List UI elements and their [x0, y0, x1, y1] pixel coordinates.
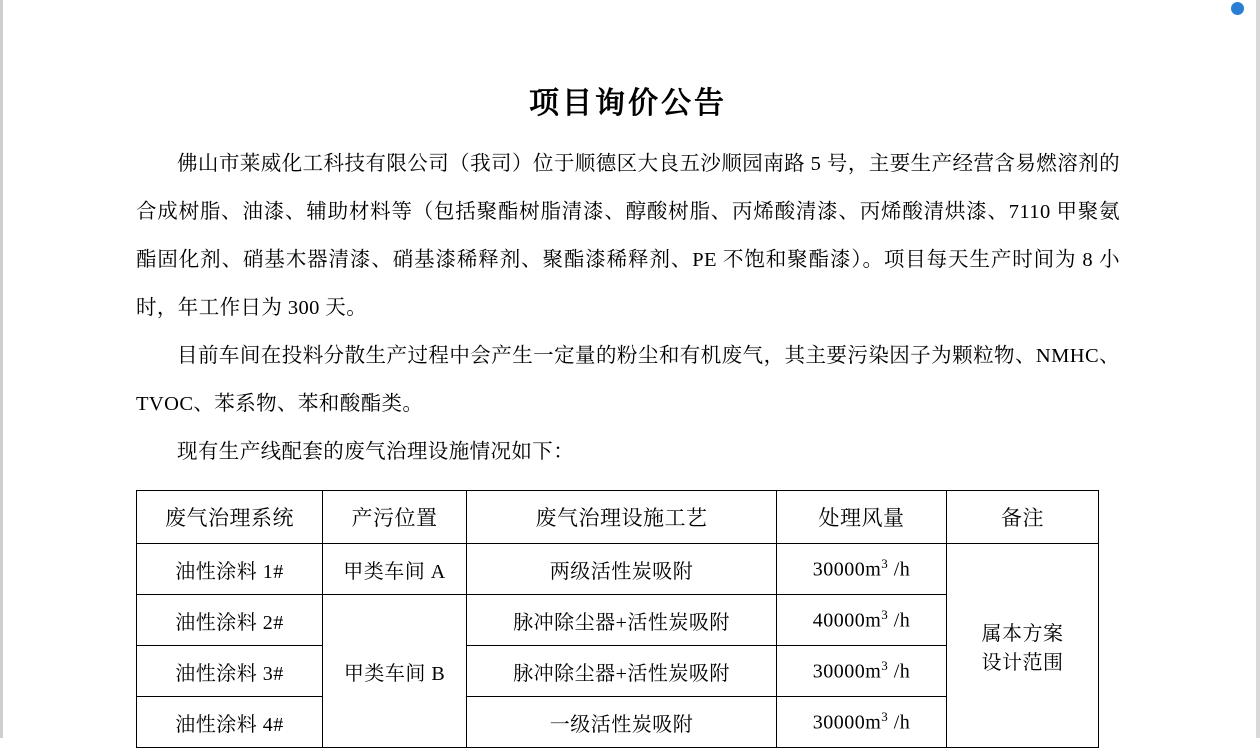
table-header-cell-location: 产污位置 — [323, 491, 467, 544]
cell-system: 油性涂料 1# — [137, 544, 323, 595]
table-row — [137, 544, 1099, 595]
airflow-value: 30000m — [812, 711, 882, 734]
cell-process: 两级活性炭吸附 — [467, 544, 777, 595]
airflow-suffix: /h — [888, 660, 911, 683]
cell-airflow — [777, 544, 947, 595]
paragraph-pollutants: 目前车间在投料分散生产过程中会产生一定量的粉尘和有机废气，其主要污染因子为颗粒物、NMHC、TVOC、苯系物、苯和酸酯类。 — [136, 345, 1120, 415]
page-left-border — [0, 0, 3, 738]
airflow-value: 40000m — [812, 609, 882, 632]
page-right-border — [1256, 0, 1260, 738]
airflow-suffix: /h — [888, 609, 911, 632]
cell-airflow — [777, 697, 947, 748]
cell-process: 一级活性炭吸附 — [467, 697, 777, 748]
paragraph-company-intro: 佛山市莱威化工科技有限公司（我司）位于顺德区大良五沙顺园南路 5 号，主要生产经营含易燃溶剂的合成树脂、油漆、辅助材料等（包括聚酯树脂清漆、醇酸树脂、丙烯酸清漆、丙烯酸清烘漆、7110 甲聚氨酯固化剂、硝基木器清漆、硝基漆稀释剂、聚酯漆稀释剂、PE 不饱和聚酯漆）。项目每天生产时间为 8 小时，年工作日为 300 天。 — [136, 153, 1120, 319]
table-header-cell-airflow: 处理风量 — [777, 491, 947, 544]
cell-location-merged: 甲类车间 B — [323, 595, 467, 748]
cell-system: 油性涂料 3# — [137, 646, 323, 697]
document-body — [136, 0, 1120, 748]
cell-airflow — [777, 646, 947, 697]
table-header-row — [137, 491, 1099, 544]
waste-gas-treatment-table — [136, 490, 1099, 748]
airflow-unit-exponent: 3 — [881, 556, 889, 572]
cell-process: 脉冲除尘器+活性炭吸附 — [467, 595, 777, 646]
airflow-unit-exponent: 3 — [881, 607, 889, 623]
airflow-suffix: /h — [888, 711, 911, 734]
airflow-suffix: /h — [888, 558, 911, 581]
table-header-cell-system: 废气治理系统 — [137, 491, 323, 544]
airflow-unit-exponent: 3 — [881, 658, 889, 674]
cell-process: 脉冲除尘器+活性炭吸附 — [467, 646, 777, 697]
page-title: 项目询价公告 — [529, 86, 727, 121]
airflow-value: 30000m — [812, 660, 882, 683]
table-header-cell-process: 废气治理设施工艺 — [467, 491, 777, 544]
airflow-value: 30000m — [812, 558, 882, 581]
paragraph-table-lead-in: 现有生产线配套的废气治理设施情况如下： — [177, 441, 575, 463]
airflow-unit-exponent: 3 — [881, 709, 889, 725]
cell-system: 油性涂料 4# — [137, 697, 323, 748]
table-header-cell-remark: 备注 — [947, 491, 1099, 544]
remark-line-2: 设计范围 — [981, 651, 1064, 674]
remark-line-1: 属本方案 — [981, 622, 1064, 645]
cell-system: 油性涂料 2# — [137, 595, 323, 646]
cell-location: 甲类车间 A — [323, 544, 467, 595]
cell-airflow — [777, 595, 947, 646]
status-dot-icon — [1231, 2, 1244, 15]
cell-remark-merged — [947, 544, 1099, 748]
